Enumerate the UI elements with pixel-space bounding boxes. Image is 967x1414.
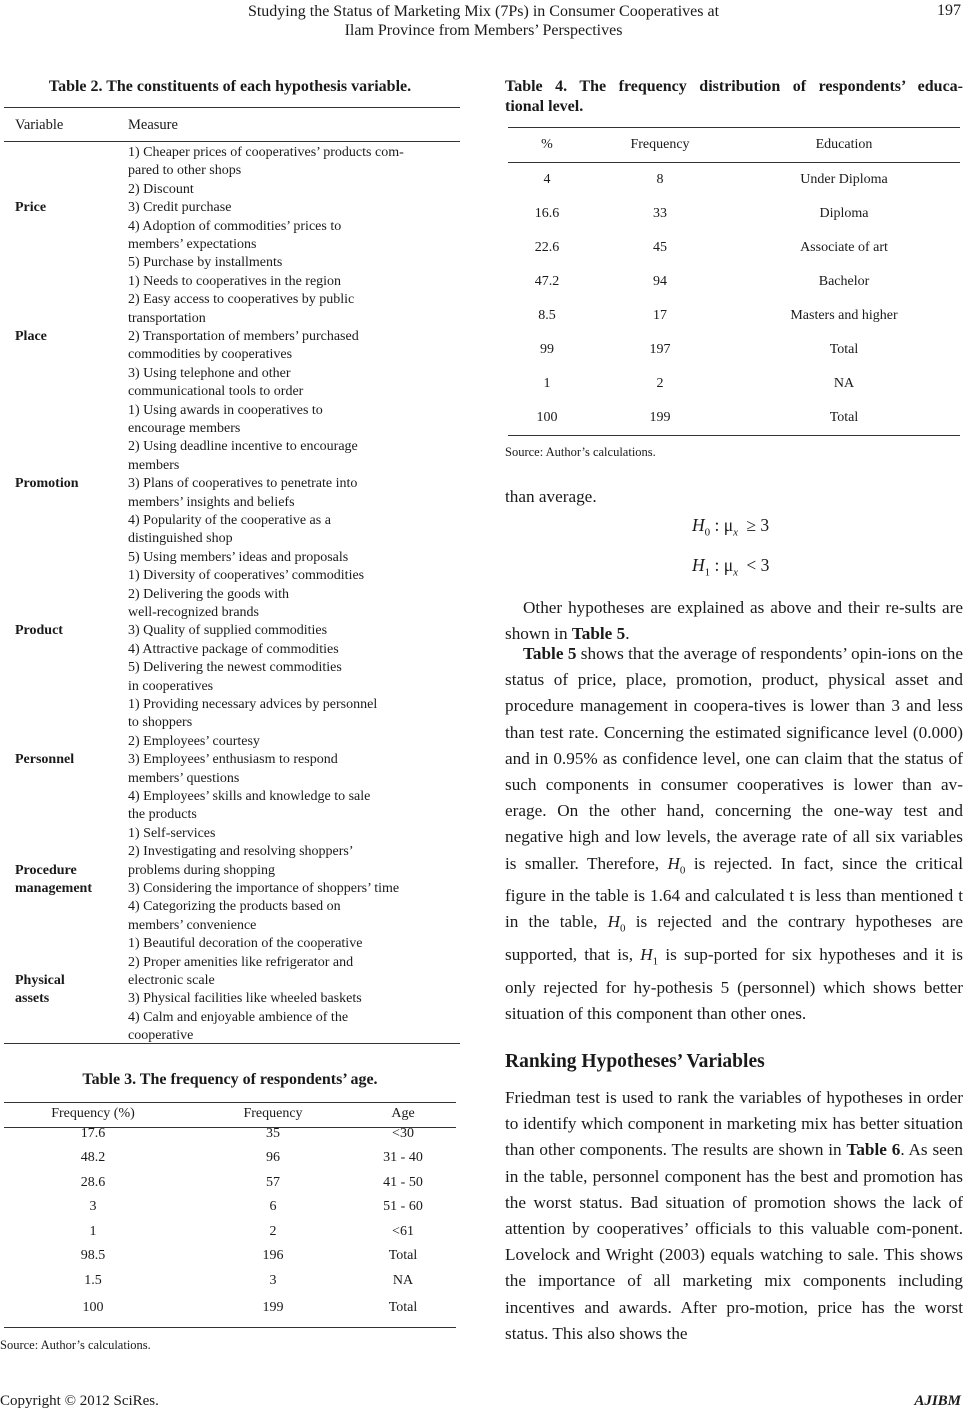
table2-measure-line: members’ convenience [128,917,257,933]
p3-table6-ref: Table 6 [846,1140,901,1160]
table2-row [4,935,460,1045]
table3-cell: 48.2 [80,1150,106,1165]
table4-caption-line1: Table 4. The frequency distribution of respondents’ educa- [505,78,963,95]
table2-measure-line: 4) Calm and enjoyable ambience of the [128,1009,349,1025]
h0-colon-mu: : μ [714,515,734,535]
table3-cell: 41 - 50 [383,1175,423,1190]
p1-table5-ref: Table 5 [571,624,626,644]
p3-text-b: . As seen in the table, personnel component has the best and promotion has the worst status. Bad situation of promotion shows the lack of attention by cooperatives’ officials to this valuable com-ponent. Lovelock and Wright (2003) equals watching to sale. This shows the importance of all marketing mix components including incentives and awards. After pro-motion, price has the worst status. This also shows the [505,1140,963,1343]
table3-cell: NA [392,1273,414,1288]
table3-source: Source: Author’s calculations. [0,1338,151,1352]
table2-variable-line: Product [15,623,63,639]
table2-measure-line: encourage members [128,421,241,436]
table2-measure-line: 3) Credit purchase [128,200,232,216]
running-header [0,2,967,40]
table3-cell: 196 [262,1248,284,1263]
table4-cell: 33 [653,206,667,221]
table2-measure-line: well-recognized brands [128,605,259,620]
table2-measure-line: 1) Beautiful decoration of the cooperative [128,936,363,952]
table2-measure-line: commodities by cooperatives [128,347,293,363]
table2-variable [15,475,79,493]
table2-row [4,144,460,273]
table4-cell: 8 [656,172,664,187]
table2-measures [128,402,460,568]
table4-cell: Total [829,342,859,357]
table2-measure-line: in cooperatives [128,678,214,694]
table2-measure-line: the products [128,807,197,823]
table2-measure-line: 5) Purchase by installments [128,255,283,271]
table2-measure-line: 1) Providing necessary advices by personnel [128,697,378,712]
table2-row [4,273,460,402]
text-than-average: than average. [505,487,597,506]
table2-measure-line: members’ questions [128,770,240,786]
p2-text-d: is sup-ported for six hypotheses and it is only rejected for hy-pothesis 5 (personnel) which shows better situation of this component than other ones. [505,945,964,1023]
h1-subscript: 1 [704,566,711,579]
table2-measure-line: 3) Plans of cooperatives to penetrate into [128,476,358,492]
table4-header-cell: Frequency [630,137,690,152]
table2-measure-line: members [128,457,180,473]
table2-measure-line: 2) Discount [128,181,194,197]
table2-measure-line: cooperative [128,1028,194,1044]
table3-cell: 96 [266,1150,280,1165]
table2-variable-line: Price [15,200,47,216]
table2-measure-line: 4) Employees’ skills and knowledge to sale [128,789,371,805]
table3-cell: 51 - 60 [383,1199,423,1214]
table4-cell: 4 [543,172,551,187]
table2-measure-line: 3) Using telephone and other [128,365,291,381]
table2-measure-line: pared to other shops [128,163,242,179]
table2-variable [15,328,47,346]
table4-cell: Diploma [819,206,869,221]
table2-measure-line: 2) Delivering the goods with [128,586,289,602]
table4-rule [508,435,960,436]
table2-variable-line: assets [15,991,50,1007]
table2-measure-line: 1) Using awards in cooperatives to [128,402,323,418]
p2-h0b: H [607,912,621,932]
table3-cell: 2 [269,1224,277,1239]
table2-variable [15,622,63,640]
table2-variable [15,751,74,769]
table2-measure-line: 3) Considering the importance of shoppers’ time [128,881,400,897]
p2-table5-ref: Table 5 [523,644,577,663]
hypothesis-h1 [692,555,769,579]
p2-text-a: shows that the average of respondents’ opin-ions on the status of price, place, promotion, product, physical asset and procedure management in coopera-tives is lower than 3 and less than test rate. Concerning the estimated significance level (0.000) and in 0.95% as confidence level, one can claim that the status of such components in consumer cooperatives is lower than av-erage. On the other hand, concerning the one-way test and negative high and low levels, the average rate of all six variables is smaller. Therefore, [505,644,963,873]
table3-cell: 98.5 [80,1248,106,1263]
table3-cell: 28.6 [80,1175,106,1190]
table4-cell: 199 [649,410,671,425]
table4-cell: Total [829,410,859,425]
table4-header-cell: Education [815,137,873,152]
table2-row [4,402,460,568]
table2-variable-line: Procedure [15,862,77,878]
p1-text: Other hypotheses are explained as above and their re-sults are shown in [505,598,963,644]
table2-measure-line: problems during shopping [128,862,275,878]
p1-end: . [625,624,630,644]
table2-measure-line: 4) Adoption of commodities’ prices to [128,218,342,234]
table2-measure-line: 1) Self-services [128,825,216,841]
table4-cell: 94 [653,274,667,289]
footer-copyright: Copyright © 2012 SciRes. [0,1393,159,1409]
table2-measures [128,567,460,696]
table3-cell: 6 [269,1199,277,1214]
h0-symbol: H [692,515,705,535]
table4-cell: 100 [536,410,558,425]
table2-measure-line: members’ insights and beliefs [128,494,295,510]
table2-measure-line: distinguished shop [128,531,233,547]
p2-h0-sub: 0 [679,864,686,877]
table2-measure-line: 4) Popularity of the cooperative as a [128,513,331,529]
table3-cell: 31 - 40 [383,1150,423,1165]
table2-measure-line: 1) Cheaper prices of cooperatives’ products com- [128,145,404,160]
table2-measure-line: 4) Attractive package of commodities [128,641,339,657]
table3-cell: 1 [89,1224,97,1239]
h1-relation: < 3 [746,555,770,575]
table2-measures [128,273,460,402]
h1-mu-subscript: x [733,566,739,579]
h0-mu-subscript: x [733,526,739,539]
p2-h1-sub: 1 [652,955,659,968]
table2-measure-line: transportation [128,310,206,326]
table2-measure-line: 5) Delivering the newest commodities [128,660,342,676]
table2-measure-line: 2) Proper amenities like refrigerator and [128,954,354,970]
table3-cell: <61 [392,1224,414,1239]
table3-cell: 199 [262,1300,284,1315]
table2-measures [128,935,460,1045]
h0-relation: ≥ 3 [746,515,770,535]
header-line-1: Studying the Status of Marketing Mix (7Ps) in Consumer Cooperatives at [247,3,720,20]
table2-variable [15,862,92,899]
h0-subscript: 0 [704,526,711,539]
table4-cell: 2 [656,376,664,391]
table2-measure-line: electronic scale [128,973,215,988]
table2-row [4,567,460,696]
table4-cell: 99 [540,342,554,357]
table3-cell: 3 [269,1273,277,1288]
p2-h0: H [667,853,680,873]
p2-text-c: is rejected and the contrary hypotheses are supported, that is, [505,912,963,965]
table2-caption: Table 2. The constituents of each hypothesis variable. [48,78,412,95]
table3-rule [4,1327,456,1328]
p2-h1: H [640,945,653,965]
table3-header-cell: Frequency (%) [51,1106,135,1121]
table2-variable-line: Place [15,328,47,344]
table3-cell: 17.6 [80,1126,106,1141]
table2-measures [128,144,460,273]
table3-cell: Total [388,1248,418,1263]
table4-cell: Bachelor [818,274,870,289]
table2-variable [15,972,65,1009]
paragraph-friedman [505,1085,963,1347]
section-title-ranking: Ranking Hypotheses’ Variables [505,1051,765,1072]
table3-cell: <30 [392,1126,414,1141]
table2-measure-line: 3) Employees’ enthusiasm to respond [128,752,338,768]
table2-variable-line: management [15,881,92,896]
table2-measure-line: 4) Categorizing the products based on [128,899,341,915]
table4-cell: 47.2 [534,274,560,289]
h1-colon-mu: : μ [714,555,734,575]
table4-cell: Associate of art [800,240,888,255]
table2-bottom-rule [4,1043,460,1044]
table2-measure-line: 2) Investigating and resolving shoppers’ [128,844,354,860]
table3-cell: 3 [89,1199,97,1214]
table2-variable [15,199,46,217]
table2-measure-line: 2) Employees’ courtesy [128,733,260,749]
table3-header-cell: Age [391,1106,415,1121]
table2-variable-line: Personnel [15,752,75,768]
table2-row [4,825,460,935]
table4-cell: 1 [543,376,551,391]
table4-source: Source: Author’s calculations. [505,445,656,459]
table2-measure-line: 1) Needs to cooperatives in the region [128,273,342,289]
table2-header-rule [4,141,460,142]
table2-measure-line: 1) Diversity of cooperatives’ commodities [128,568,365,584]
table3-caption: Table 3. The frequency of respondents’ age. [82,1071,378,1088]
table3-cell: 100 [82,1300,104,1315]
table2-header-measure: Measure [128,117,178,133]
table2-measure-line: members’ expectations [128,237,257,253]
table4-caption-line2: tional level. [505,98,584,115]
table3-cell: 1.5 [84,1273,102,1288]
table2-header-variable: Variable [15,117,64,133]
table4-top-rule [508,127,960,128]
p2-text-b: is rejected. In fact, since the critical figure in the table is 1.64 and calculated t is less than mentioned t in the table, [505,853,963,932]
p2-h0b-sub: 0 [620,922,626,935]
table3-cell: 35 [266,1126,280,1141]
table3-cell: Total [388,1300,418,1315]
table2-variable-line: Physical [15,972,65,988]
table2-measure-line: 2) Using deadline incentive to encourage [128,439,358,455]
table3-top-rule [4,1102,456,1103]
table2-measure-line: 2) Easy access to cooperatives by public [128,292,355,308]
table4-cell: 16.6 [534,206,560,221]
table3-rule [4,1127,456,1128]
table4-cell: 22.6 [534,240,560,255]
table3-header-cell: Frequency [243,1106,303,1121]
table3-cell: 57 [266,1175,280,1190]
table4-rule [508,162,960,163]
table2-measure-line: communicational tools to order [128,384,304,400]
footer-journal: AJIBM [914,1393,961,1409]
table4-cell: Under Diploma [800,172,888,187]
table2-measure-line: 3) Quality of supplied commodities [128,623,328,639]
table2-measure-line: 3) Physical facilities like wheeled baskets [128,991,362,1007]
table2-measures [128,825,460,935]
table2-row [4,696,460,825]
table4-cell: 45 [653,240,667,255]
table4-cell: Masters and higher [790,308,898,323]
table2-top-rule [4,107,460,108]
page-number: 197 [937,2,961,19]
table4-cell: NA [833,376,855,391]
h1-symbol: H [692,555,705,575]
table2-measure-line: 2) Transportation of members’ purchased [128,329,359,345]
table4-cell: 17 [653,308,667,323]
header-line-2: Ilam Province from Members’ Perspectives [344,22,623,39]
table2-measure-line: to shoppers [128,715,193,731]
table2-measures [128,696,460,825]
paragraph-other-hypotheses [505,595,963,647]
paragraph-table5-discussion [505,641,963,1027]
table2-measure-line: 5) Using members’ ideas and proposals [128,549,349,565]
table4-cell: 197 [649,342,671,357]
hypothesis-h0 [692,515,769,539]
table4-cell: 8.5 [538,308,556,323]
table4-header-cell: % [541,137,553,152]
table2-variable-line: Promotion [15,476,79,492]
p3-text-a: Friedman test is used to rank the variables of hypotheses in order to identify which component in marketing mix has better situation than other components. The results are shown in [505,1088,963,1160]
